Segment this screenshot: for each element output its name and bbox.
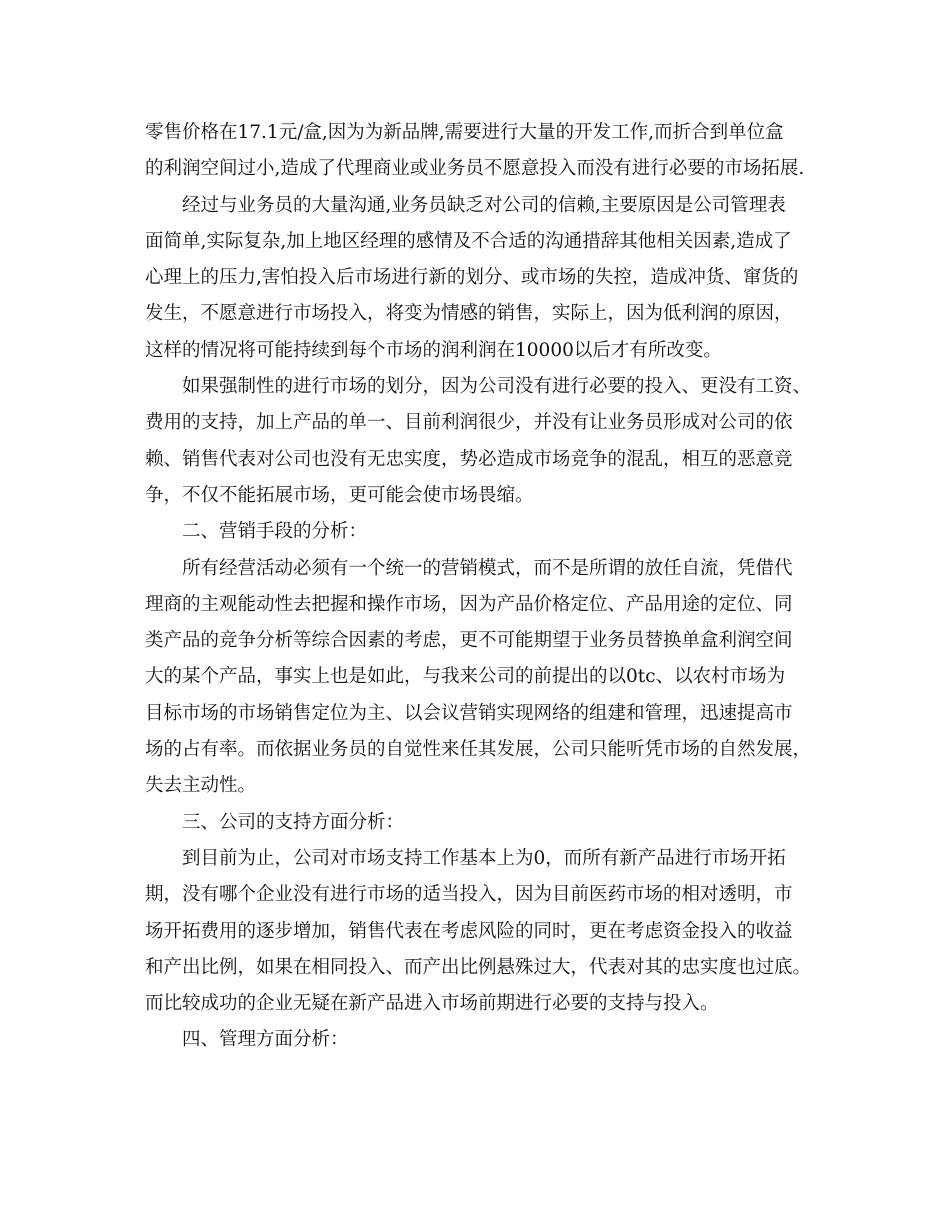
text-line: 而比较成功的企业无疑在新产品进入市场前期进行必要的支持与投入。 <box>145 993 719 1015</box>
text-line: 和产出比例，如果在相同投入、而产出比例悬殊过大，代表对其的忠实度也过底。 <box>145 956 812 978</box>
text-line: 失去主动性。 <box>145 775 257 797</box>
text-line: 费用的支持，加上产品的单一、目前利润很少，并没有让业务员形成对公司的依 <box>145 412 793 434</box>
text-line: 场开拓费用的逐步增加，销售代表在考虑风险的同时，更在考虑资金投入的收益 <box>145 920 793 942</box>
text-line: 二、营销手段的分析： <box>182 521 368 543</box>
text-line: 经过与业务员的大量沟通,业务员缺乏对公司的信赖,主要原因是公司管理表 <box>182 194 786 216</box>
text-line: 到目前为止，公司对市场支持工作基本上为0，而所有新产品进行市场开拓 <box>182 847 786 869</box>
text-line: 所有经营活动必须有一个统一的营销模式，而不是所谓的放任自流，凭借代 <box>182 557 793 579</box>
text-line: 理商的主观能动性去把握和操作市场，因为产品价格定位、产品用途的定位、同 <box>145 593 793 615</box>
text-line: 大的某个产品，事实上也是如此，与我来公司的前提出的以0tc、以农村市场为 <box>145 666 786 688</box>
text-line: 类产品的竞争分析等综合因素的考虑，更不可能期望于业务员替换单盒利润空间 <box>145 630 793 652</box>
text-line: 争，不仅不能拓展市场，更可能会使市场畏缩。 <box>145 484 534 506</box>
text-line: 心理上的压力,害怕投入后市场进行新的划分、或市场的失控，造成冲货、窜货的 <box>145 267 799 289</box>
text-line: 的利润空间过小,造成了代理商业或业务员不愿意投入而没有进行必要的市场拓展. <box>145 158 805 180</box>
text-line: 赖、销售代表对公司也没有无忠实度，势必造成市场竞争的混乱，相互的恶意竞 <box>145 448 793 470</box>
text-line: 三、公司的支持方面分析： <box>182 811 405 833</box>
text-line: 发生，不愿意进行市场投入，将变为情感的销售，实际上，因为低利润的原因， <box>145 303 793 325</box>
text-line: 期，没有哪个企业没有进行市场的适当投入，因为目前医药市场的相对透明，市 <box>145 884 793 906</box>
text-line: 零售价格在17.1元/盒,因为为新品牌,需要进行大量的开发工作,而折合到单位盒 <box>145 122 784 143</box>
text-line: 目标市场的市场销售定位为主、以会议营销实现网络的组建和管理，迅速提高市 <box>145 702 793 724</box>
text-line: 四、管理方面分析： <box>182 1029 349 1051</box>
text-line: 如果强制性的进行市场的划分，因为公司没有进行必要的投入、更没有工资、 <box>182 376 812 398</box>
text-line: 场的占有率。而依据业务员的自觉性来任其发展，公司只能听凭市场的自然发展， <box>145 739 812 761</box>
text-line: 面简单,实际复杂,加上地区经理的感情及不合适的沟通措辞其他相关因素,造成了 <box>145 230 792 252</box>
document-body <box>145 115 815 1059</box>
text-line: 这样的情况将可能持续到每个市场的润利润在10000以后才有所改变。 <box>145 339 722 361</box>
